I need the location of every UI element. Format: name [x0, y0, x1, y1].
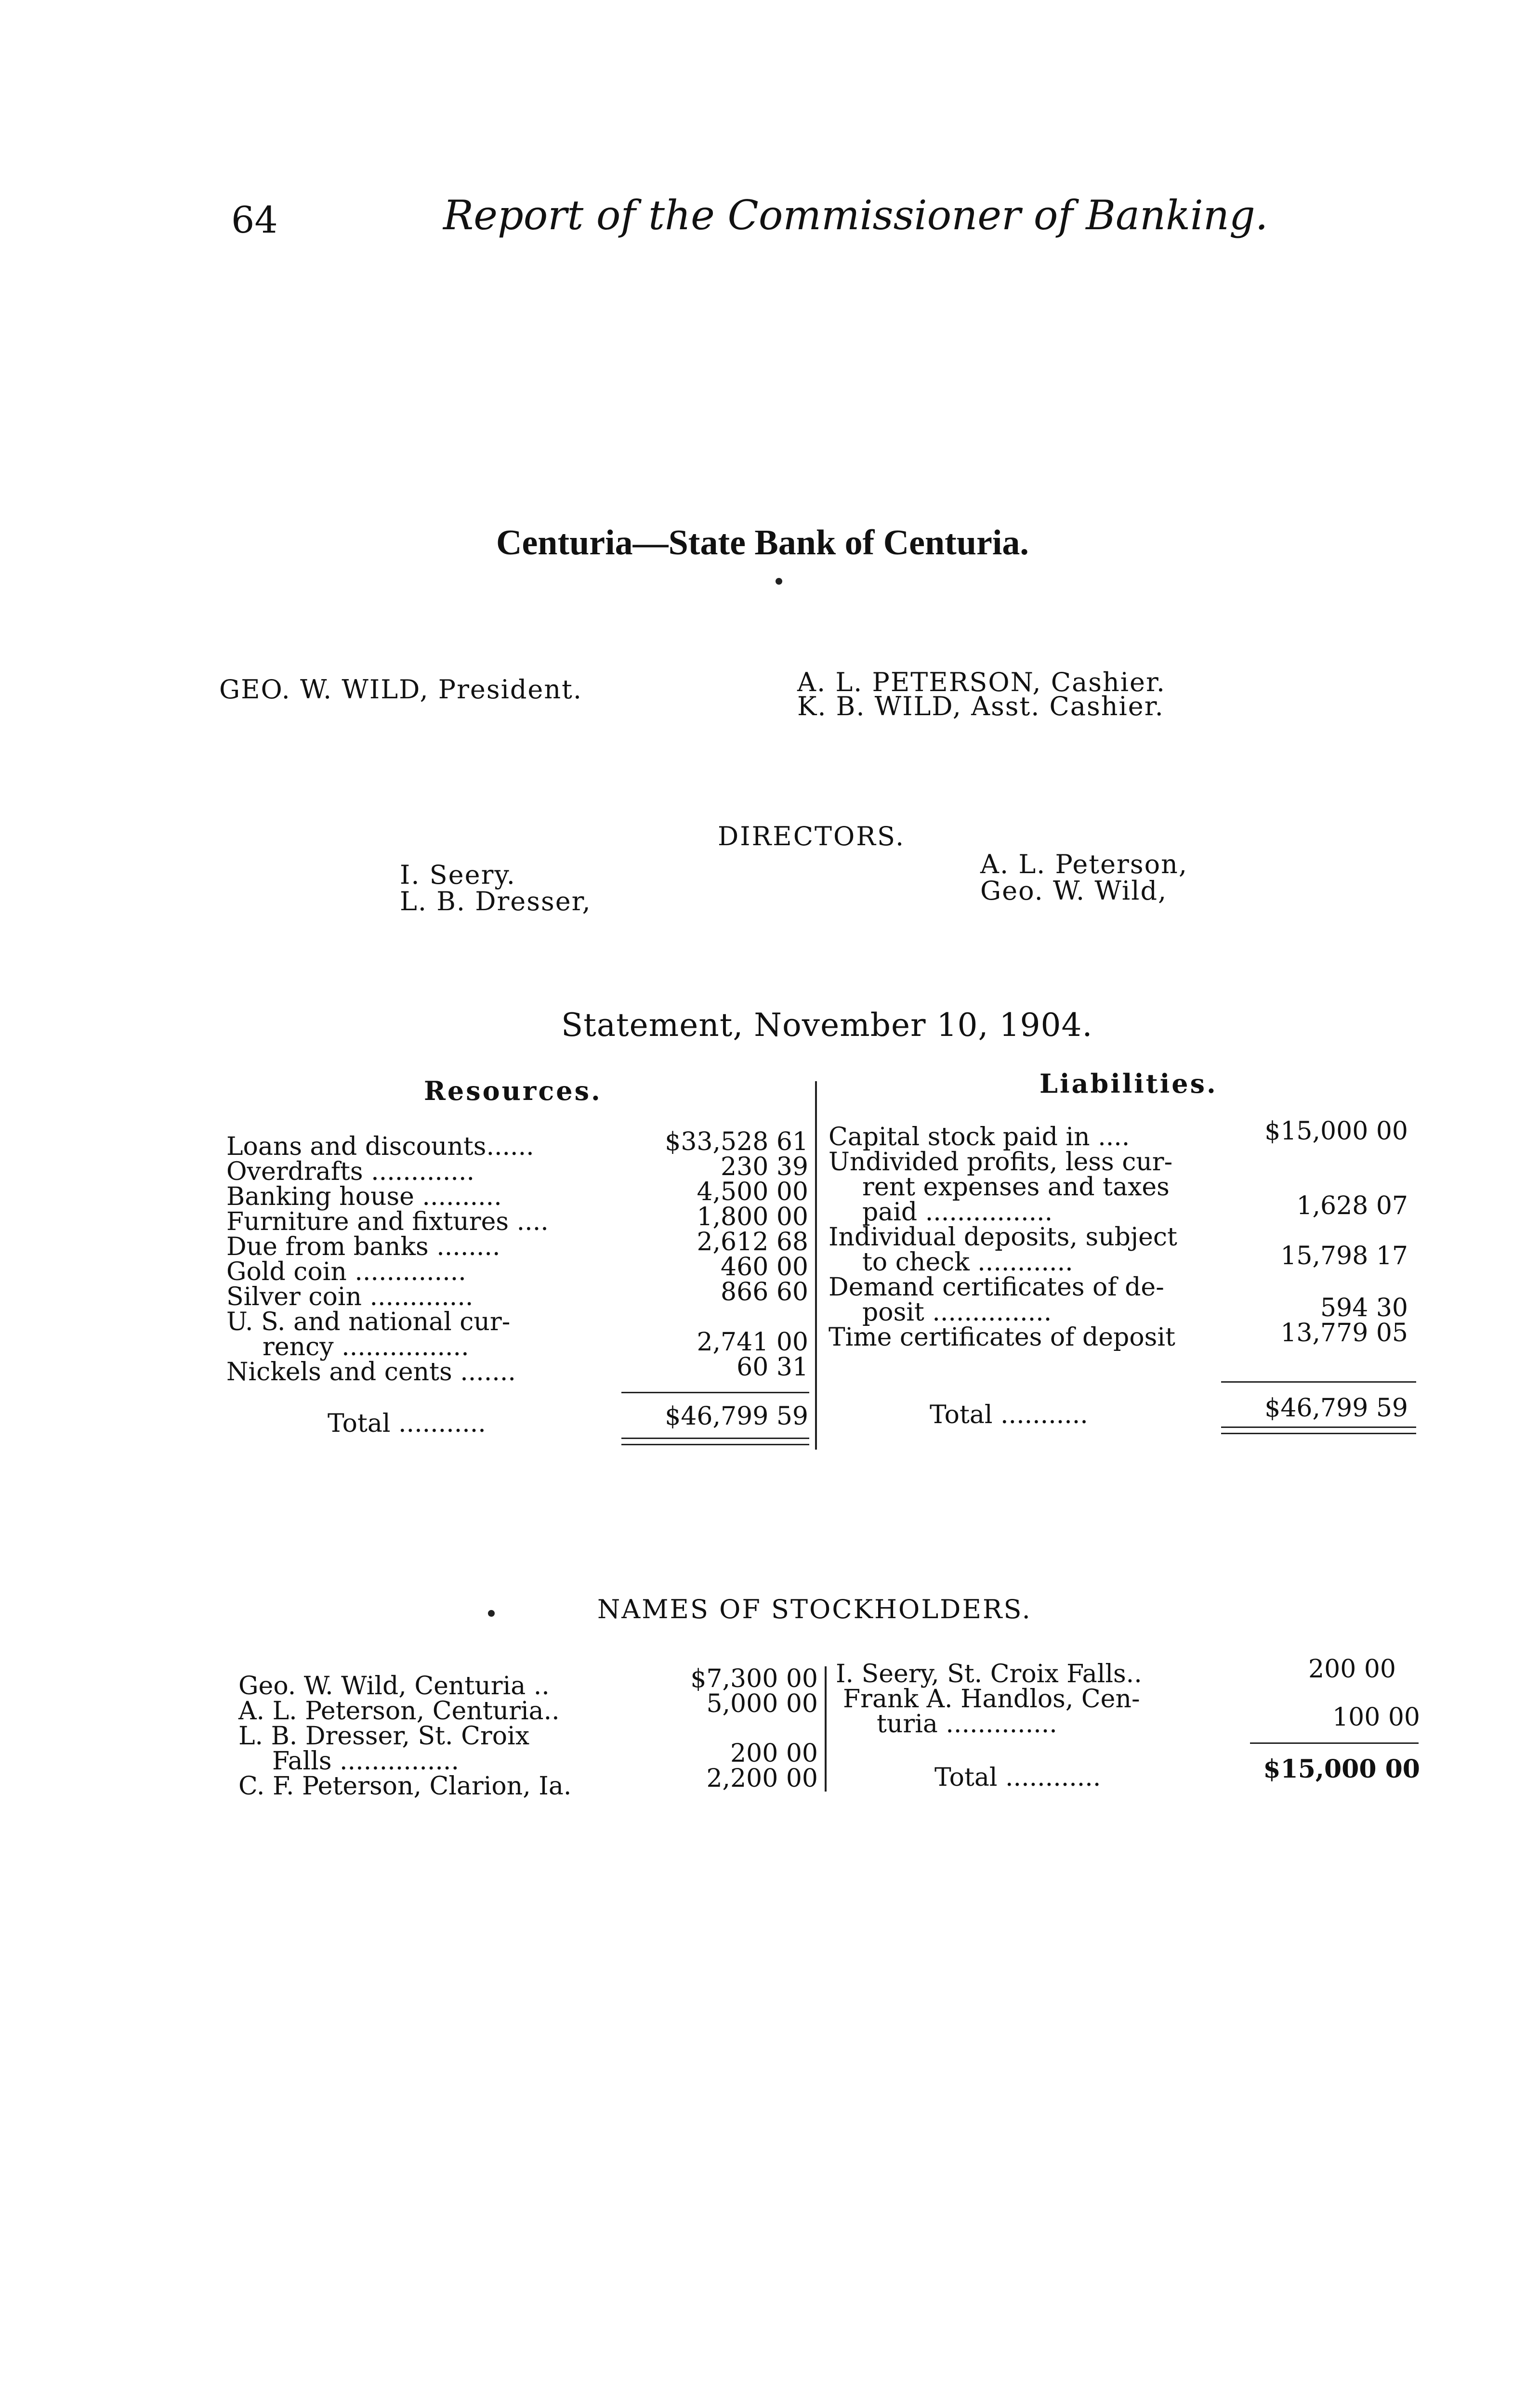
stockholder-amount: 5,000 00: [706, 1689, 818, 1718]
director-left-2: L. B. Dresser,: [400, 886, 592, 916]
resource-amount: 4,500 00: [697, 1178, 808, 1206]
liability-label: Individual deposits, subject: [829, 1223, 1177, 1252]
total-double-rule: [1221, 1426, 1416, 1428]
resource-amount: 866 60: [721, 1278, 808, 1307]
resource-label: Due from banks ........: [226, 1232, 500, 1261]
liability-amount: 15,798 17: [1280, 1242, 1408, 1270]
directors-heading: DIRECTORS.: [718, 821, 906, 851]
stockholder-amount: 200 00: [730, 1739, 818, 1768]
resource-label: rency ................: [263, 1333, 469, 1361]
total-double-rule: [1221, 1433, 1416, 1434]
stockholders-total-label: Total ............: [934, 1763, 1101, 1792]
column-divider: [815, 1081, 817, 1450]
resources-total: $46,799 59: [665, 1402, 808, 1431]
stockholder-name: A. L. Peterson, Centuria..: [238, 1697, 560, 1726]
resource-amount: 2,612 68: [697, 1228, 808, 1256]
liabilities-total: $46,799 59: [1264, 1394, 1408, 1423]
page-number: 64: [231, 198, 278, 241]
stockholder-name: turia ..............: [877, 1710, 1057, 1739]
president: GEO. W. WILD, President.: [219, 674, 583, 705]
resource-label: Gold coin ..............: [226, 1257, 466, 1286]
stockholder-amount: $7,300 00: [690, 1664, 818, 1693]
column-divider: [825, 1666, 827, 1792]
statement-title: Statement, November 10, 1904.: [561, 1007, 1093, 1044]
stockholder-name: Falls ...............: [272, 1747, 459, 1776]
resources-total-label: Total ...........: [328, 1409, 486, 1438]
liability-label: Undivided profits, less cur-: [829, 1148, 1173, 1177]
resource-label: Loans and discounts......: [226, 1132, 534, 1161]
resource-label: Silver coin .............: [226, 1283, 474, 1311]
liability-label: rent expenses and taxes: [862, 1173, 1170, 1202]
stockholder-name: Geo. W. Wild, Centuria ..: [238, 1672, 550, 1701]
resource-amount: $33,528 61: [665, 1127, 808, 1156]
stockholder-name: L. B. Dresser, St. Croix: [238, 1722, 530, 1751]
total-double-rule: [621, 1444, 809, 1445]
director-right-2: Geo. W. Wild,: [980, 876, 1168, 906]
subtotal-rule: [621, 1392, 809, 1393]
running-title: Report of the Commissioner of Banking.: [443, 192, 1268, 239]
resources-heading: Resources.: [424, 1075, 602, 1106]
resource-label: Furniture and fixtures ....: [226, 1207, 549, 1236]
bullet-mark: [488, 1610, 495, 1617]
resource-amount: 1,800 00: [697, 1203, 808, 1231]
resource-label: Overdrafts .............: [226, 1157, 475, 1186]
liability-amount: $15,000 00: [1264, 1117, 1408, 1146]
stockholder-name: I. Seery, St. Croix Falls..: [836, 1660, 1142, 1688]
subtotal-rule: [1221, 1381, 1416, 1383]
stockholders-heading: NAMES OF STOCKHOLDERS.: [597, 1594, 1032, 1624]
asst-cashier: K. B. WILD, Asst. Cashier.: [797, 691, 1164, 721]
bank-title: Centuria—State Bank of Centuria.: [496, 523, 1029, 563]
liability-amount: 13,779 05: [1280, 1319, 1408, 1348]
director-left-1: I. Seery.: [400, 860, 516, 890]
director-right-1: A. L. Peterson,: [980, 849, 1188, 879]
resource-label: Banking house ..........: [226, 1182, 502, 1211]
liability-label: Time certificates of deposit: [829, 1323, 1175, 1352]
liability-label: paid ................: [862, 1198, 1053, 1227]
stockholder-name: Frank A. Handlos, Cen-: [843, 1685, 1140, 1714]
liability-label: Demand certificates of de-: [829, 1273, 1164, 1302]
stockholder-name: C. F. Peterson, Clarion, Ia.: [238, 1772, 572, 1801]
liability-amount: 1,628 07: [1296, 1191, 1408, 1220]
subtotal-rule: [1250, 1742, 1419, 1744]
resource-label: Nickels and cents .......: [226, 1358, 516, 1387]
resource-amount: 60 31: [737, 1353, 808, 1382]
stockholder-amount: 2,200 00: [706, 1764, 818, 1793]
total-double-rule: [621, 1438, 809, 1439]
stockholder-amount: 100 00: [1332, 1703, 1420, 1732]
resource-amount: 460 00: [721, 1253, 808, 1282]
liability-label: to check ............: [862, 1248, 1073, 1277]
liability-label: Capital stock paid in ....: [829, 1123, 1130, 1152]
resource-amount: 230 39: [721, 1152, 808, 1181]
liabilities-heading: Liabilities.: [1039, 1068, 1218, 1099]
stockholders-total: $15,000 00: [1263, 1754, 1420, 1784]
cashier: A. L. PETERSON, Cashier.: [797, 667, 1166, 697]
bullet-mark: [776, 578, 782, 585]
stockholder-amount: 200 00: [1308, 1655, 1396, 1684]
liability-label: posit ...............: [862, 1298, 1052, 1327]
liabilities-total-label: Total ...........: [930, 1400, 1088, 1429]
resource-label: U. S. and national cur-: [226, 1308, 511, 1336]
liability-amount: 594 30: [1320, 1294, 1408, 1322]
resource-amount: 2,741 00: [697, 1328, 808, 1357]
